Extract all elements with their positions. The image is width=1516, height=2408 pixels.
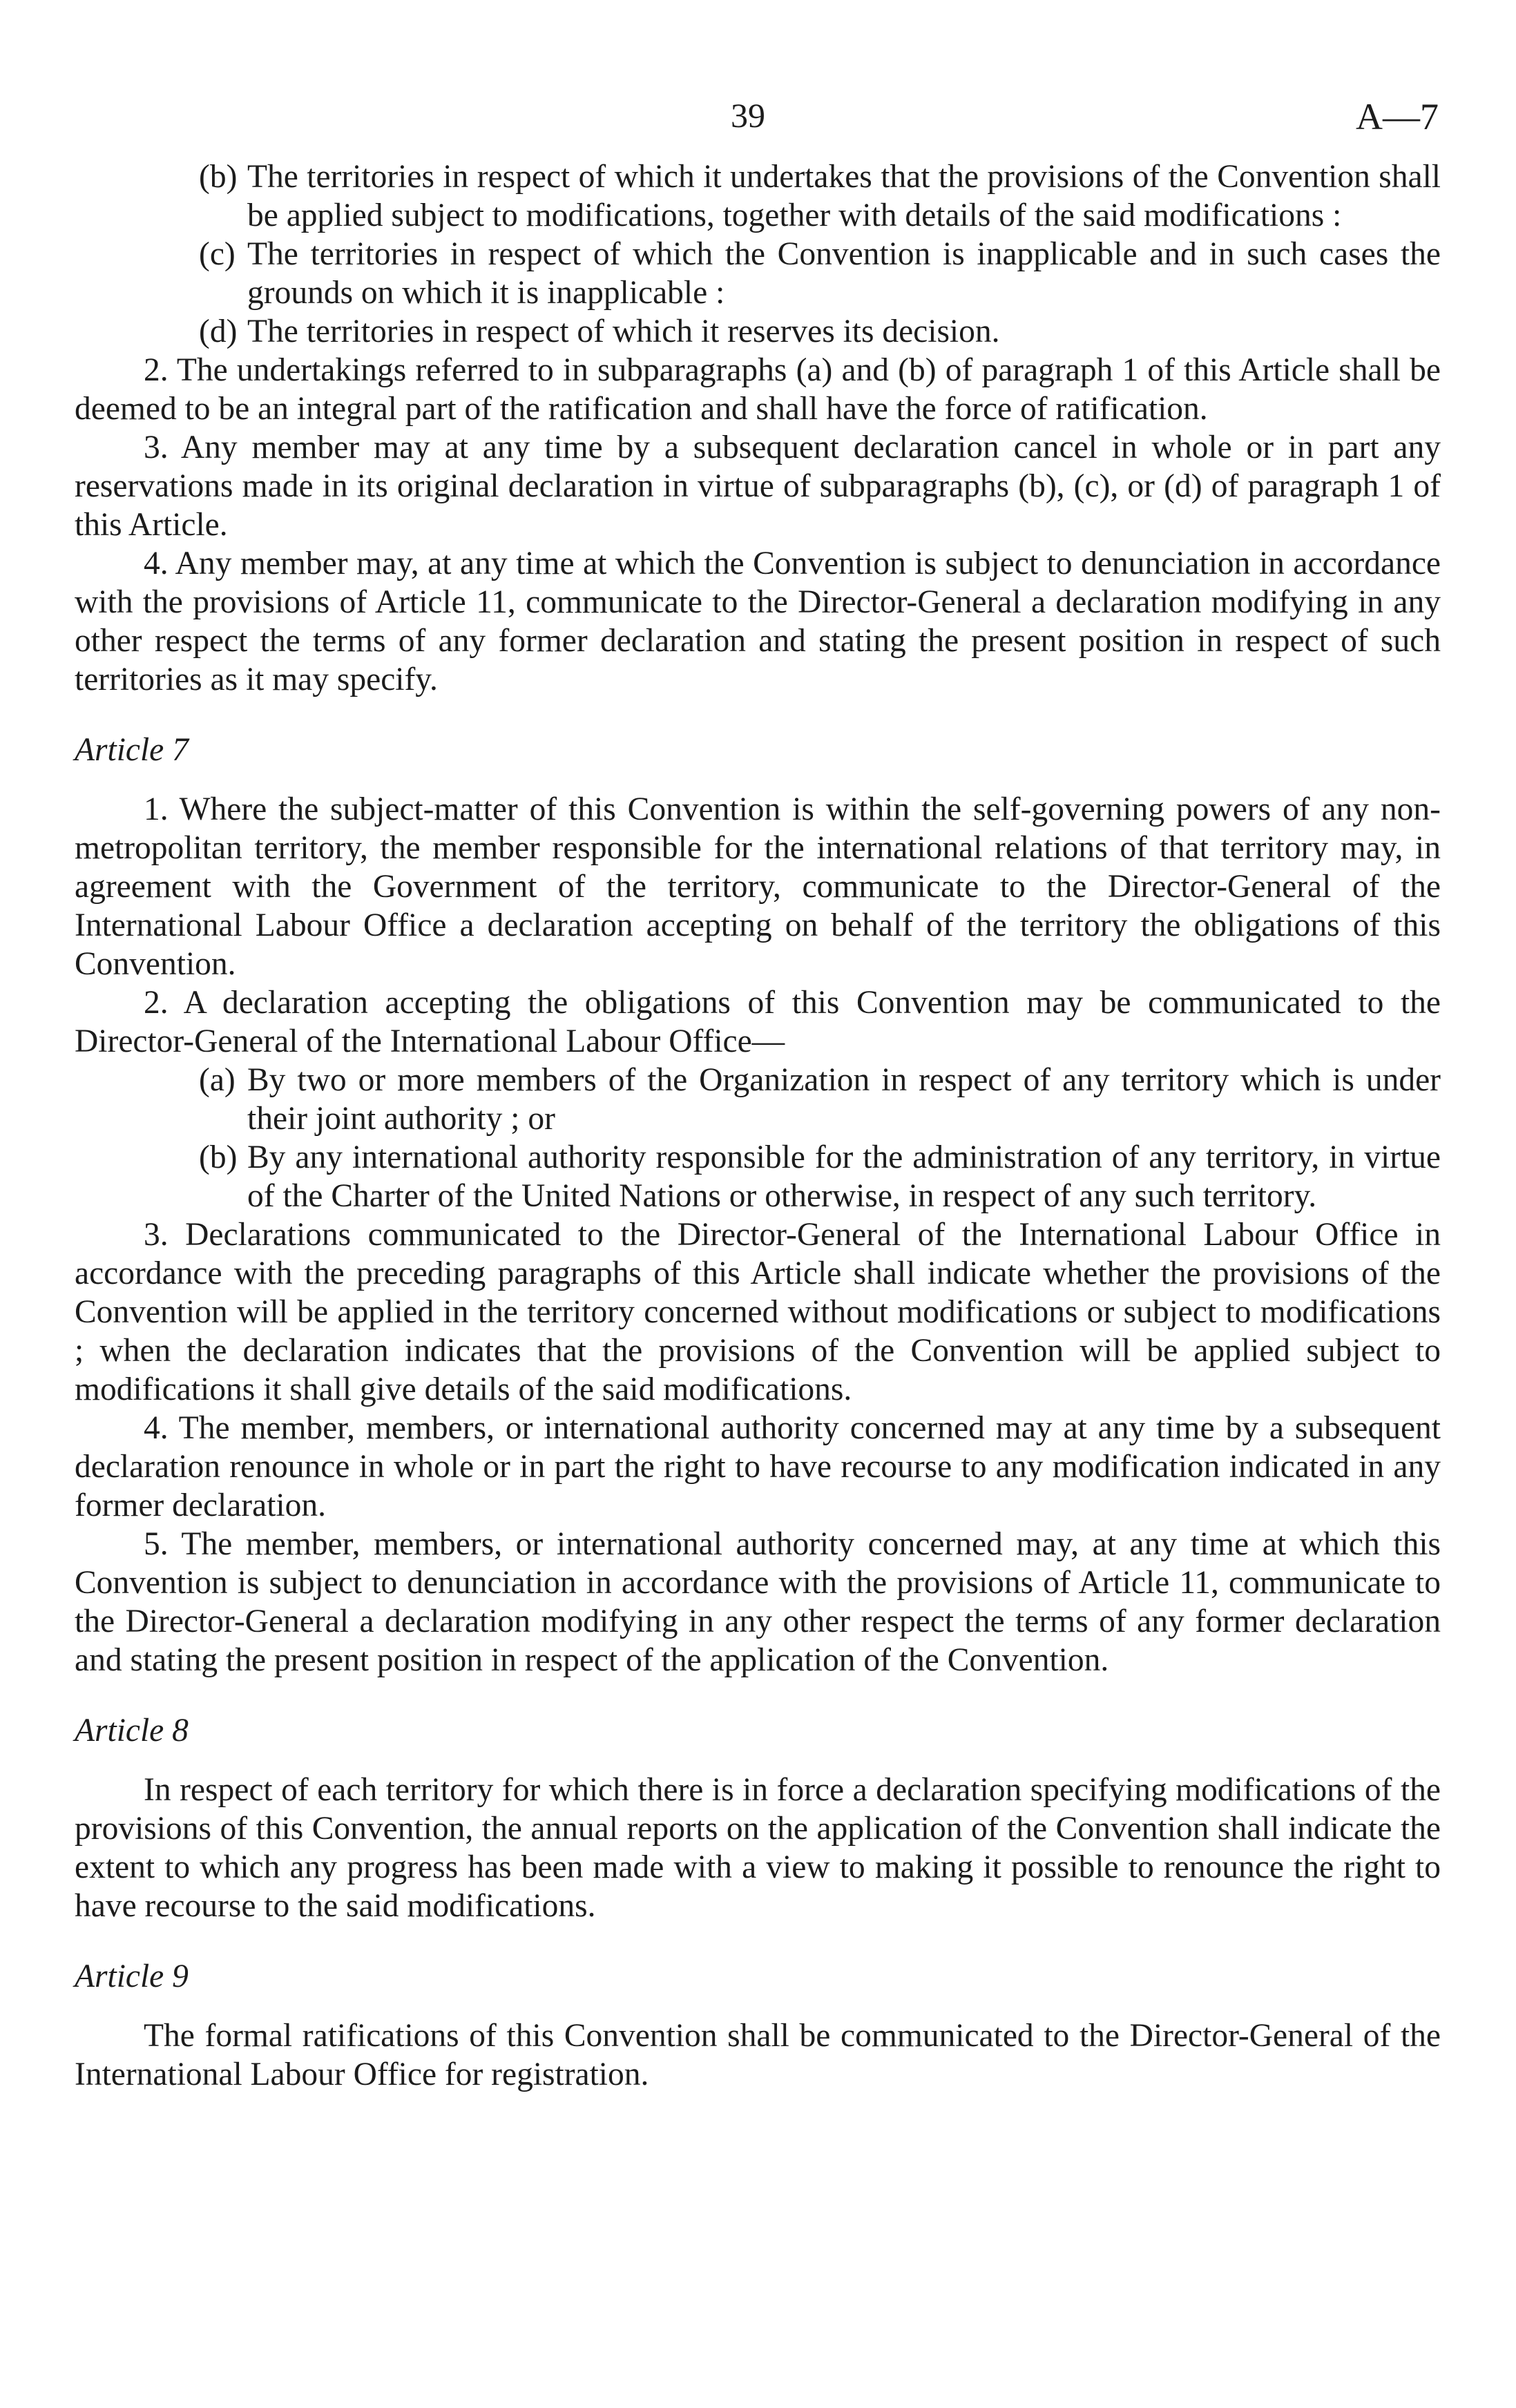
item-label: (d) bbox=[199, 314, 238, 349]
page-header bbox=[0, 95, 1516, 137]
item-text: The territories in respect of which the Convention is inapplicable and in such cases the grounds on which it is inapplicable : bbox=[247, 236, 1441, 311]
article-heading: Article 7 bbox=[75, 732, 189, 768]
list-item bbox=[75, 1061, 1441, 1138]
paragraph: The formal ratifications of this Convention shall be communicated to the Director-General of the International Labour Office for registration. bbox=[75, 2018, 1441, 2092]
list-item bbox=[75, 235, 1441, 312]
item-text: The territories in respect of which it undertakes that the provisions of the Convention shall be applied subject to modifications, together with details of the said modifications : bbox=[247, 159, 1441, 233]
paragraph: 4. Any member may, at any time at which the Convention is subject to denunciation in accordance with the provisions of Article 11, communicate to the Director-General a declaration modifying in any other respect the terms of any former declaration and stating the present position in respect of such territories as it may specify. bbox=[75, 546, 1441, 697]
paragraph: 1. Where the subject-matter of this Convention is within the self-governing powers of any non-metropolitan territory, the member responsible for the international relations of that territory may, in agreement with the Government of the territory, communicate to the Director-General of the International Labour Office a declaration accepting on behalf of the territory the obligations of this Convention. bbox=[75, 791, 1441, 982]
list-item bbox=[75, 157, 1441, 235]
document-body bbox=[75, 157, 1441, 2094]
item-label: (c) bbox=[199, 236, 236, 272]
item-label: (a) bbox=[199, 1062, 236, 1098]
list-item bbox=[75, 312, 1441, 351]
item-label: (b) bbox=[199, 1139, 238, 1175]
paragraph: 2. The undertakings referred to in subparagraphs (a) and (b) of paragraph 1 of this Article shall be deemed to be an integral part of the ratification and shall have the force of ratification. bbox=[75, 352, 1441, 427]
paragraph: 3. Declarations communicated to the Director-General of the International Labour Office in accordance with the preceding paragraphs of this Article shall indicate whether the provisions of the Convention will be applied in the territory concerned without modifications or subject to modifications ; when the declaration indicates that the provisions of the Convention will be applied subject to modifications it shall give details of the said modifications. bbox=[75, 1217, 1441, 1407]
item-text: By two or more members of the Organization in respect of any territory which is under their joint authority ; or bbox=[247, 1062, 1441, 1137]
document-reference: A—7 bbox=[1356, 96, 1439, 137]
paragraph: 5. The member, members, or international authority concerned may, at any time at which this Convention is subject to denunciation in accordance with the provisions of Article 11, communicate to the Director-General a declaration modifying in any other respect the terms of any former declaration and stating the present position in respect of the application of the Convention. bbox=[75, 1526, 1441, 1678]
article-heading: Article 9 bbox=[75, 1958, 189, 1994]
paragraph: 3. Any member may at any time by a subsequent declaration cancel in whole or in part any reservations made in its original declaration in virtue of subparagraphs (b), (c), or (d) of paragraph 1 of this Article. bbox=[75, 430, 1441, 543]
paragraph: 2. A declaration accepting the obligations of this Convention may be communicated to the Director-General of the International Labour Office— bbox=[75, 985, 1441, 1059]
item-label: (b) bbox=[199, 159, 238, 195]
article-heading: Article 8 bbox=[75, 1713, 189, 1749]
item-text: By any international authority responsible for the administration of any territory, in virtue of the Charter of the United Nations or otherwise, in respect of any such territory. bbox=[247, 1139, 1441, 1214]
item-text: The territories in respect of which it reserves its decision. bbox=[247, 314, 1000, 349]
paragraph: 4. The member, members, or international authority concerned may at any time by a subsequent declaration renounce in whole or in part the right to have recourse to any modification indicated in any former declaration. bbox=[75, 1410, 1441, 1523]
paragraph: In respect of each territory for which there is in force a declaration specifying modifications of the provisions of this Convention, the annual reports on the application of the Convention shall indicate the extent to which any progress has been made with a view to making it possible to renounce the right to have recourse to the said modifications. bbox=[75, 1772, 1441, 1924]
page-number: 39 bbox=[731, 96, 765, 135]
list-item bbox=[75, 1138, 1441, 1215]
